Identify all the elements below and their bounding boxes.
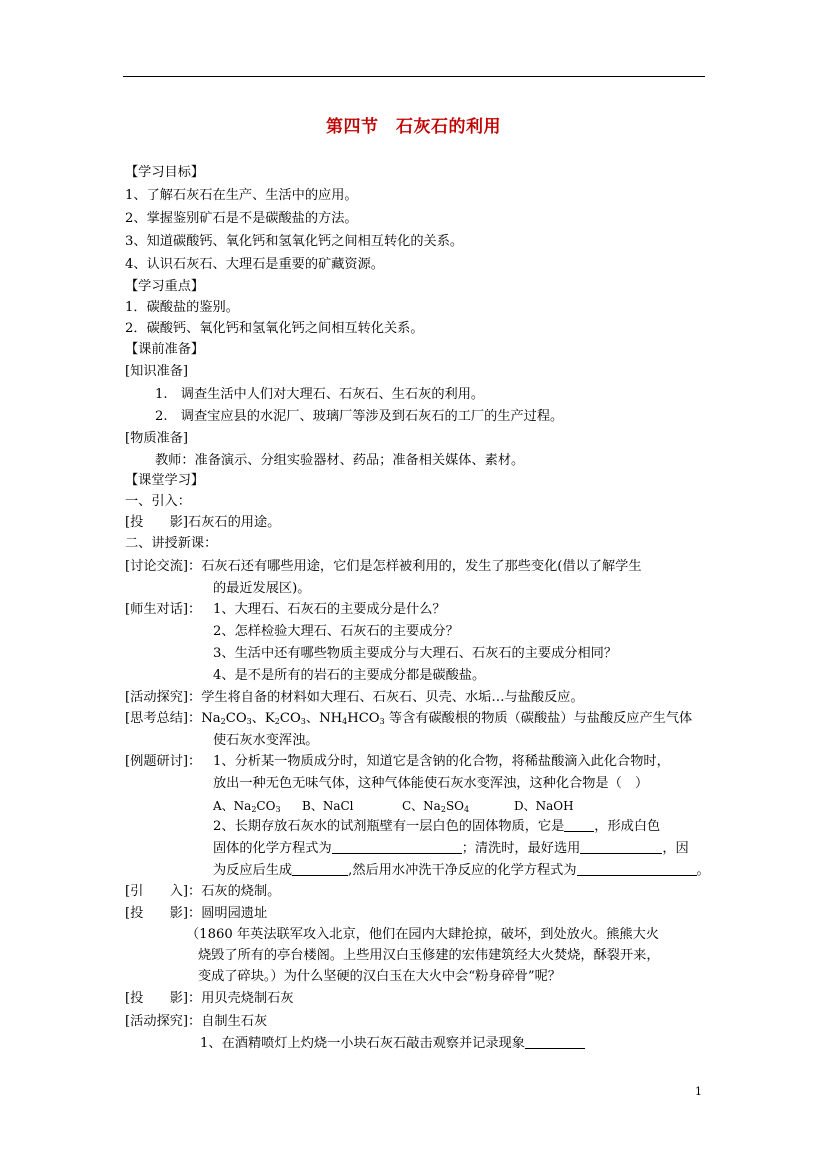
example-2-line: 为反应后生成 ,然后用水冲洗干净反应的化学方程式为 。 xyxy=(213,863,710,878)
knowledge-item: 2. 调查宝应县的水泥厂、玻璃厂等涉及到石灰石的工厂的生产过程。 xyxy=(155,409,564,424)
story-line: 烧毁了所有的亭台楼阁。上些用汉白玉修建的宏伟建筑经大火焚烧，酥裂开来， xyxy=(198,948,660,963)
activity-item: 1、在酒精喷灯上灼烧一小块石灰石敲击观察并记录现象 xyxy=(200,1035,585,1053)
summary-label: [思考总结]： xyxy=(125,711,202,726)
summary-line: 使石灰水变浑浊。 xyxy=(213,733,319,748)
option-d: D、NaOH xyxy=(514,799,574,813)
header-rule xyxy=(123,76,705,77)
material-prep-text: 教师：准备演示、分组实验器材、药品；准备相关媒体、素材。 xyxy=(155,453,525,468)
projection-line: [投 影]：圆明园遗址 xyxy=(125,906,268,921)
answer-blank xyxy=(577,863,697,876)
prep-heading: 【课前准备】 xyxy=(125,342,205,357)
page-number: 1 xyxy=(695,1085,702,1098)
example-2-line: 固体的化学方程式为 ；清洗时，最好选用 ，因 xyxy=(213,841,689,856)
answer-blank xyxy=(564,819,594,832)
example-label: [例题研讨]： xyxy=(125,754,202,769)
summary-line: [思考总结]：$Na_2CO_3$、$K_2CO_3$、$NH_4HCO_3$ 等含有碳酸根的物质（碳酸盐）与盐酸反应产生气体 xyxy=(125,711,693,726)
new-lesson-line: 二、讲授新课： xyxy=(125,536,218,551)
dialogue-label: [师生对话]： xyxy=(125,602,202,617)
intro-line: 一、引入： xyxy=(125,494,191,509)
formula-k2co3: $K_2CO_3$ xyxy=(264,711,306,726)
discussion-line: 的最近发展区)。 xyxy=(213,581,311,596)
keypoint-item: 2．碳酸钙、氧化钙和氢氧化钙之间相互转化关系。 xyxy=(125,321,424,336)
goals-heading: 【学习目标】 xyxy=(125,165,205,180)
class-heading: 【课堂学习】 xyxy=(125,473,205,488)
discussion-line: [讨论交流]：石灰石还有哪些用途，它们是怎样被利用的，发生了那些变化(借以了解学生 xyxy=(125,559,642,574)
formula-nh4hco3: $NH_4HCO_3$ xyxy=(319,711,385,726)
dialogue-item: 2、怎样检验大理石、石灰石的主要成分？ xyxy=(213,624,459,639)
option-a: A、$Na_2CO_3$ xyxy=(213,799,281,814)
knowledge-prep-heading: [知识准备] xyxy=(125,364,189,379)
lead-line: [引 入]：石灰的烧制。 xyxy=(125,884,281,899)
goal-item: 1、了解石灰石在生产、生活中的应用。 xyxy=(125,188,358,203)
example-2-line: 2、长期存放石灰水的试剂瓶壁有一层白色的固体物质，它是 ，形成白色 xyxy=(213,819,661,834)
goal-item: 3、知道碳酸钙、氧化钙和氢氧化钙之间相互转化的关系。 xyxy=(125,234,464,249)
page-title: 第四节 石灰石的利用 xyxy=(326,117,501,137)
option-b: B、NaCl xyxy=(302,799,354,813)
activity-line: [活动探究]：学生将自备的材料如大理石、石灰石、贝壳、水垢…与盐酸反应。 xyxy=(125,690,584,705)
story-line: 变成了碎块。）为什么坚硬的汉白玉在大火中会“粉身碎骨”呢？ xyxy=(198,969,561,984)
keypoints-heading: 【学习重点】 xyxy=(125,279,205,294)
story-line: （1860 年英法联军攻入北京，他们在园内大肆抢掠，破坏，到处放火。熊熊大火 xyxy=(186,927,659,942)
dialogue-item: 3、生活中还有哪些物质主要成分与大理石、石灰石的主要成分相同？ xyxy=(213,646,618,661)
goal-item: 4、认识石灰石、大理石是重要的矿藏资源。 xyxy=(125,257,384,272)
activity-line: [活动探究]：自制生石灰 xyxy=(125,1014,268,1029)
answer-blank xyxy=(292,863,348,876)
knowledge-item: 1. 调查生活中人们对大理石、石灰石、生石灰的利用。 xyxy=(155,387,485,402)
example-1-line: 放出一种无色无味气体，这种气体能使石灰水变浑浊，这种化合物是（ ） xyxy=(213,776,649,791)
answer-blank xyxy=(525,1036,585,1049)
projection-line: [投 影]：用贝壳烧制石灰 xyxy=(125,991,294,1006)
dialogue-item: 4、是不是所有的岩石的主要成分都是碳酸盐。 xyxy=(213,668,486,683)
example-1-line: 1、分析某一物质成分时，知道它是含钠的化合物，将稀盐酸滴入此化合物时， xyxy=(213,754,670,769)
keypoint-item: 1．碳酸盐的鉴别。 xyxy=(125,300,239,315)
answer-blank xyxy=(332,841,462,854)
answer-blank xyxy=(580,841,662,854)
dialogue-item: 1、大理石、石灰石的主要成分是什么？ xyxy=(213,602,446,617)
option-c: C、$Na_2SO_4$ xyxy=(402,799,470,814)
material-prep-heading: [物质准备] xyxy=(125,431,189,446)
formula-na2co3: $Na_2CO_3$ xyxy=(201,711,252,726)
goal-item: 2、掌握鉴别矿石是不是碳酸盐的方法。 xyxy=(125,211,358,226)
projection-line: [投 影]石灰石的用途。 xyxy=(125,515,281,530)
